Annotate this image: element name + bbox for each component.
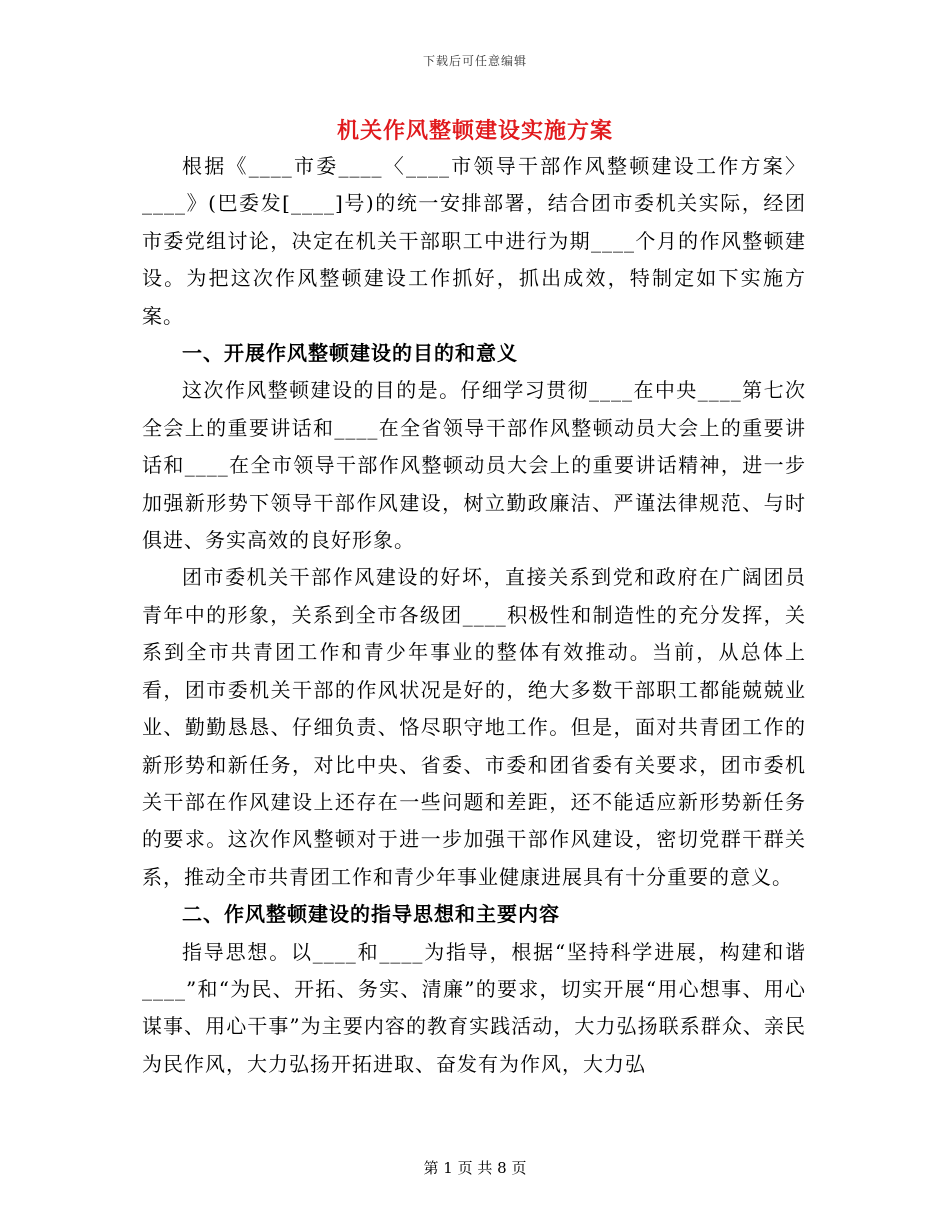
section1-paragraph-1: 这次作风整顿建设的目的是。仔细学习贯彻____在中央____第七次全会上的重要讲话和____在全省领导干部作风整顿动员大会上的重要讲话和____在全市领导干部作风整顿动员大会上的重要讲话精神，进一步加强新形势下领导干部作风建设，树立勤政廉洁、严谨法律规范、与时俱进、务实高效的良好形象。 — [142, 378, 806, 553]
section1-paragraph-2: 团市委机关干部作风建设的好坏，直接关系到党和政府在广阔团员青年中的形象，关系到全市各级团____积极性和制造性的充分发挥，关系到全市共青团工作和青少年事业的整体有效推动。当前，从总体上看，团市委机关干部的作风状况是好的，绝大多数干部职工都能兢兢业业、勤勤恳恳、仔细负责、恪尽职守地工作。但是，面对共青团工作的新形势和新任务，对比中央、省委、市委和团省委有关要求，团市委机关干部在作风建设上还存在一些问题和差距，还不能适应新形势新任务的要求。这次作风整顿对于进一步加强干部作风建设，密切党群干群关系，推动全市共青团工作和青少年事业健康进展具有十分重要的意义。 — [142, 565, 806, 889]
section-heading-1: 一、开展作风整顿建设的目的和意义 — [182, 341, 518, 366]
page-header: 下载后可任意编辑 — [422, 54, 527, 68]
document-body — [142, 148, 806, 1083]
document-title: 机关作风整顿建设实施方案 — [336, 118, 613, 144]
section2-paragraph-1: 指导思想。以____和____为指导，根据“坚持科学进展，构建和谐____”和“为民、开拓、务实、清廉”的要求，切实开展“用心想事、用心谋事、用心干事”为主要内容的教育实践活动，大力弘扬联系群众、亲民为民作风，大力弘扬开拓进取、奋发有为作风，大力弘 — [142, 939, 806, 1076]
intro-paragraph: 根据《____市委____〈____市领导干部作风整顿建设工作方案〉____》(巴委发[____]号)的统一安排部署，结合团市委机关实际，经团市委党组讨论，决定在机关干部职工中进行为期____个月的作风整顿建设。为把这次作风整顿建设工作抓好，抓出成效，特制定如下实施方案。 — [142, 154, 806, 328]
section-heading-2: 二、作风整顿建设的指导思想和主要内容 — [182, 902, 560, 927]
page-footer: 第 1 页 共 8 页 — [423, 1159, 527, 1177]
